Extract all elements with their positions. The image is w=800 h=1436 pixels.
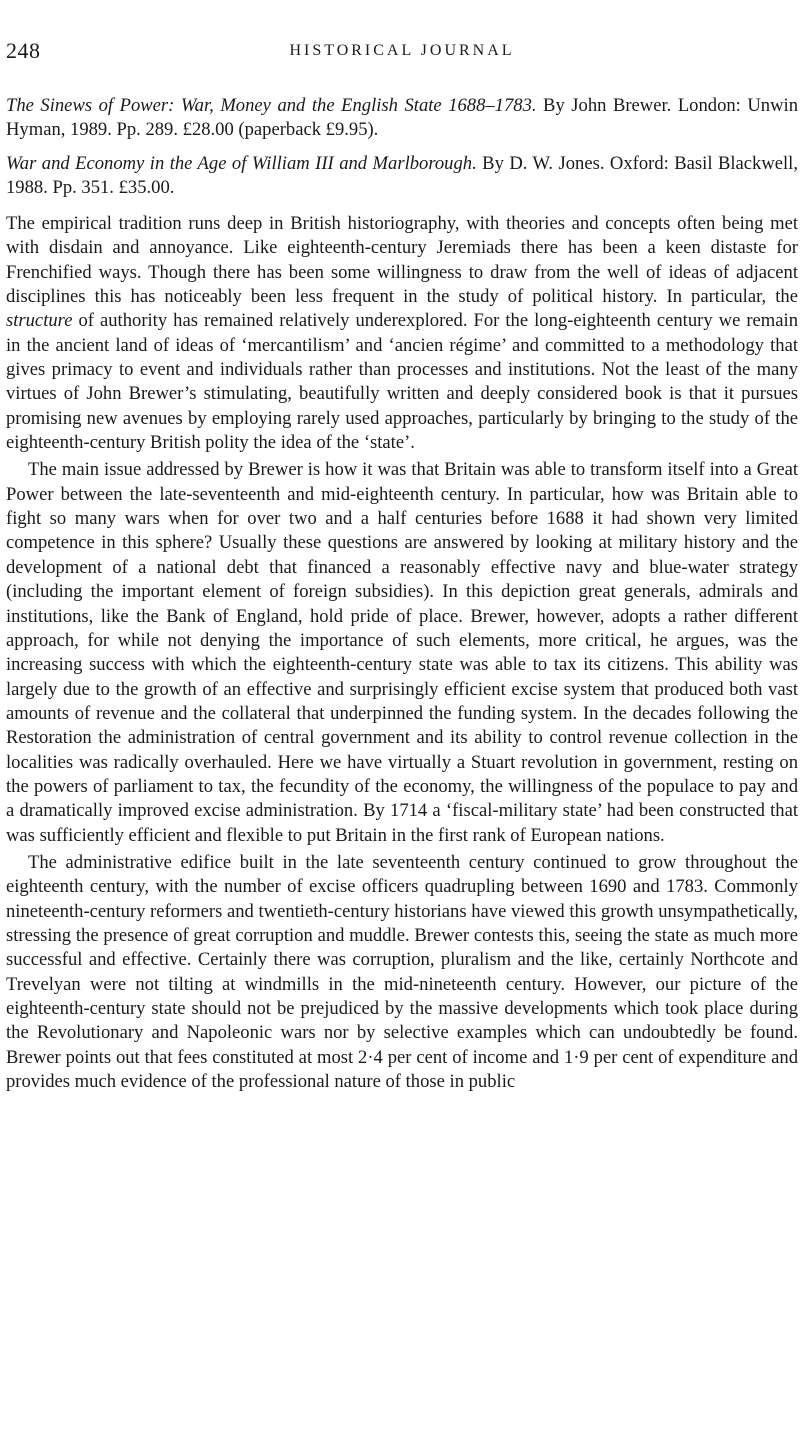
journal-page <box>6 38 798 1094</box>
book-title: War and Economy in the Age of William III and Marlborough. <box>6 153 477 174</box>
reviewed-books <box>6 94 798 200</box>
book-details: By John Brewer. London: Unwin Hyman, 1989. Pp. 289. £28.00 (paperback £9.95). <box>6 95 798 140</box>
paragraph: The administrative edifice built in the late seventeenth century continued to grow throughout the eighteenth century, with the number of excise officers quadrupling between 1690 and 1783. Commonly nineteenth-century reformers and twentieth-century historians have viewed this growth unsympathetically, stressing the presence of great corruption and muddle. Brewer contests this, seeing the state as much more successful and effective. Certainly there was corruption, pluralism and the like, certainly Northcote and Trevelyan were not tilting at windmills in the mid-nineteenth century. However, our picture of the eighteenth-century state should not be prejudiced by the massive developments which took place during the Revolutionary and Napoleonic wars nor by selective examples which can undoubtedly be found. Brewer points out that fees constituted at most 2·4 per cent of income and 1·9 per cent of expenditure and provides much evidence of the professional nature of those in public <box>6 851 798 1093</box>
book-citation <box>6 152 798 200</box>
review-body <box>6 212 798 1094</box>
book-citation <box>6 94 798 142</box>
book-details: By D. W. Jones. Oxford: Basil Blackwell, 1988. Pp. 351. £35.00. <box>6 153 798 198</box>
emphasis: structure <box>6 310 73 332</box>
page-number: 248 <box>6 38 41 63</box>
book-title: The Sinews of Power: War, Money and the English State 1688–1783. <box>6 95 537 116</box>
paragraph: The empirical tradition runs deep in British historiography, with theories and concepts often being met with disdain and annoyance. Like eighteenth-century Jeremiads there has been a keen distaste for Frenchified ways. Though there has been some willingness to draw from the well of ideas of adjacent disciplines this has noticeably been less frequent in the study of political history. In particular, the structure of authority has remained relatively underexplored. For the long-eighteenth century we remain in the ancient land of ideas of ‘mercantilism’ and ‘ancien régime’ and committed to a methodology that gives primacy to event and individuals rather than processes and institutions. Not the least of the many virtues of John Brewer’s stimulating, beautifully written and deeply considered book is that it pursues promising new avenues by employing rarely used approaches, particularly by bringing to the study of the eighteenth-century British polity the idea of the ‘state’. <box>6 213 798 454</box>
running-head <box>6 38 798 68</box>
journal-title: HISTORICAL JOURNAL <box>289 42 515 59</box>
paragraph: The main issue addressed by Brewer is how it was that Britain was able to transform itself into a Great Power between the late-seventeenth and mid-eighteenth century. In particular, how was Britain able to fight so many wars when for over two and a half centuries before 1688 it had shown very limited competence in this sphere? Usually these questions are answered by looking at military history and the development of a national debt that financed a reasonably effective navy and blue-water strategy (including the important element of foreign subsidies). In this depiction great generals, admirals and institutions, like the Bank of England, hold pride of place. Brewer, however, adopts a rather different approach, for while not denying the importance of such elements, more critical, he argues, was the increasing success with which the eighteenth-century state was able to tax its citizens. This ability was largely due to the growth of an effective and surprisingly efficient excise system that produced both vast amounts of revenue and the collateral that underpinned the funding system. In the decades following the Restoration the administration of central government and its ability to control revenue collection in the localities was radically overhauled. Here we have virtually a Stuart revolution in government, resting on the powers of parliament to tax, the fecundity of the economy, the willingness of the populace to pay and a dramatically improved excise administration. By 1714 a ‘fiscal-military state’ had been constructed that was sufficiently efficient and flexible to put Britain in the first rank of European nations. <box>6 459 798 846</box>
